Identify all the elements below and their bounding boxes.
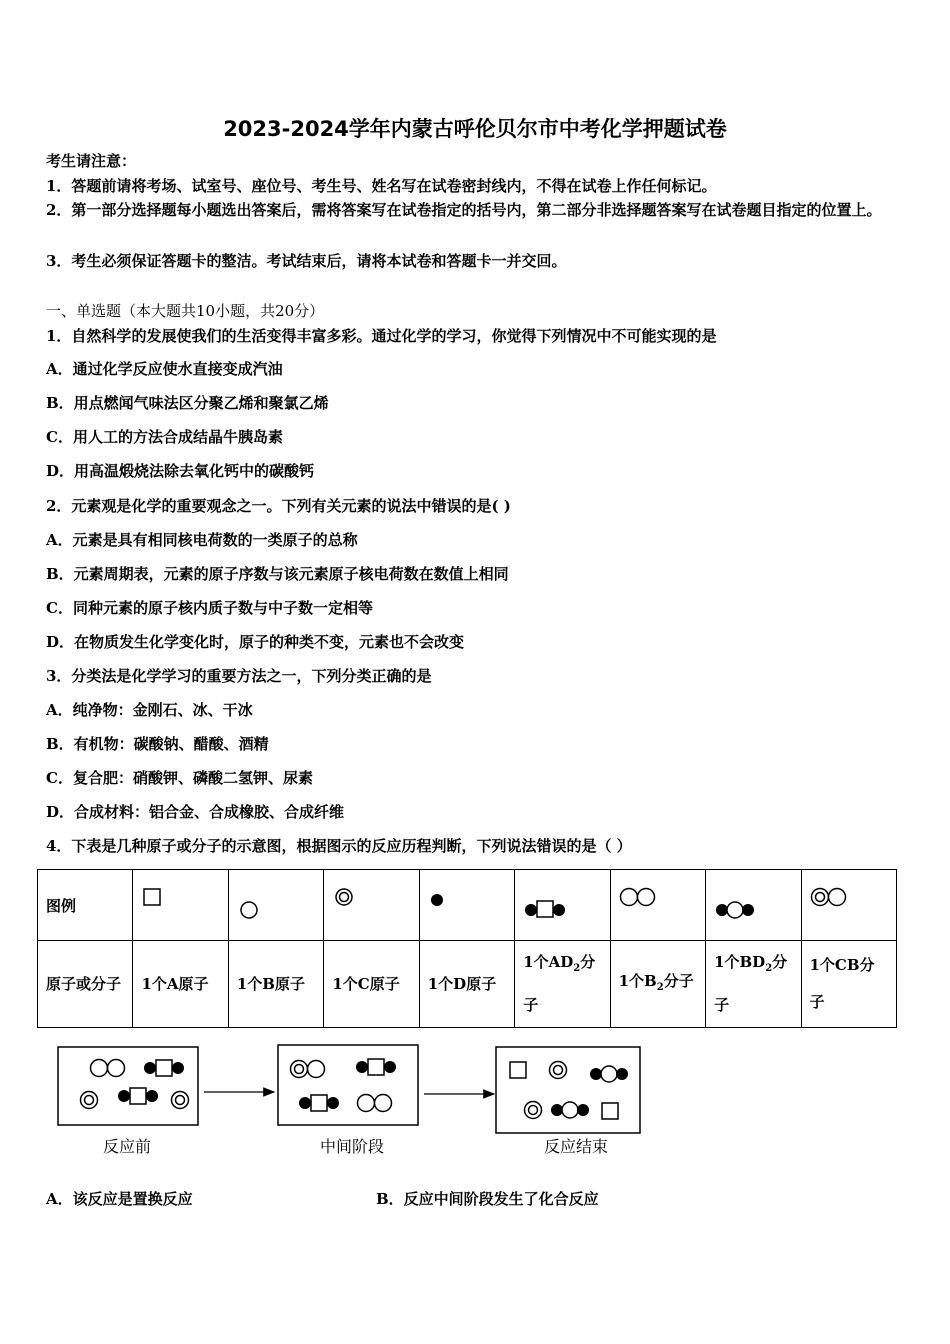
atom-d-filled-circle-icon <box>428 886 452 916</box>
legend-header-cell: 图例 <box>38 870 133 941</box>
q3-option-b: B．有机物：碳酸钠、醋酸、酒精 <box>46 735 269 753</box>
particle-legend-table <box>37 869 897 1028</box>
notice-item-2: 2．第一部分选择题每小题选出答案后，需将答案写在试卷指定的括号内，第二部分非选择题答案写在试卷题目指定的位置上。 <box>46 201 882 219</box>
legend-symbol-a <box>133 870 228 941</box>
q1-option-a: A．通过化学反应使水直接变成汽油 <box>46 360 283 378</box>
q4-stem: 4．下表是几种原子或分子的示意图，根据图示的反应历程判断，下列说法错误的是（ ） <box>46 837 632 855</box>
particle-label-b: 1个B原子 <box>228 941 323 1028</box>
legend-row-label: 原子或分子 <box>38 941 133 1028</box>
molecule-b2-icon <box>619 886 669 910</box>
q2-option-a: A．元素是具有相同核电荷数的一类原子的总称 <box>46 531 358 549</box>
q3-stem: 3．分类法是化学学习的重要方法之一，下列分类正确的是 <box>46 667 432 685</box>
legend-symbol-c <box>324 870 419 941</box>
particle-label-ad2: 1个$AD_2$分子 <box>515 941 610 1028</box>
atom-b-circle-icon <box>237 886 261 926</box>
molecule-ad2-icon <box>523 886 573 926</box>
legend-symbol-ad2 <box>515 870 610 941</box>
stage-label-middle: 中间阶段 <box>319 1137 385 1156</box>
legend-symbol-b <box>228 870 323 941</box>
legend-symbol-cb <box>801 870 897 941</box>
notice-item-1: 1．答题前请将考场、试室号、座位号、考生号、姓名写在试卷密封线内，不得在试卷上作任何标记。 <box>46 177 717 195</box>
notice-item-3: 3．考生必须保证答题卡的整洁。考试结束后，请将本试卷和答题卡一并交回。 <box>46 252 567 270</box>
q3-option-d: D．合成材料：铝合金、合成橡胶、合成纤维 <box>46 803 345 821</box>
particle-label-cb: 1个CB分子 <box>801 941 897 1028</box>
q3-option-c: C．复合肥：硝酸钾、磷酸二氢钾、尿素 <box>46 769 313 787</box>
q2-option-c: C．同种元素的原子核内质子数与中子数一定相等 <box>46 599 373 617</box>
stage-label-before: 反应前 <box>102 1137 152 1156</box>
particle-label-bd2: 1个$BD_2$分子 <box>706 941 801 1028</box>
q1-option-c: C．用人工的方法合成结晶牛胰岛素 <box>46 428 283 446</box>
page-title: 2023-2024学年内蒙古呼伦贝尔市中考化学押题试卷 <box>223 117 727 141</box>
q1-option-b: B．用点燃闻气味法区分聚乙烯和聚氯乙烯 <box>46 394 329 412</box>
q2-option-d: D．在物质发生化学变化时，原子的种类不变，元素也不会改变 <box>46 633 465 651</box>
stage-middle-box <box>278 1045 418 1125</box>
reaction-process-diagram <box>0 1040 950 1170</box>
legend-symbol-b2 <box>610 870 705 941</box>
molecule-bd2-icon <box>714 886 764 926</box>
q1-option-d: D．用高温煅烧法除去氧化钙中的碳酸钙 <box>46 462 315 480</box>
particle-label-d: 1个D原子 <box>419 941 514 1028</box>
q2-option-b: B．元素周期表，元素的原子序数与该元素原子核电荷数在数值上相同 <box>46 565 509 583</box>
q4-option-a: A．该反应是置换反应 <box>46 1190 193 1208</box>
legend-symbol-bd2 <box>706 870 801 941</box>
atom-a-square-icon <box>141 886 165 910</box>
molecule-cb-icon <box>810 886 860 910</box>
q3-option-a: A．纯净物：金刚石、冰、干冰 <box>46 701 253 719</box>
particle-label-a: 1个A原子 <box>133 941 228 1028</box>
stage-before-box <box>58 1047 198 1125</box>
stage-label-after: 反应结束 <box>543 1137 609 1156</box>
particle-label-b2: 1个$B_2$分子 <box>610 941 705 1028</box>
atom-c-double-circle-icon <box>332 886 356 910</box>
q1-stem: 1．自然科学的发展使我们的生活变得丰富多彩。通过化学的学习，你觉得下列情况中不可能实现的是 <box>46 327 717 345</box>
q4-option-b: B．反应中间阶段发生了化合反应 <box>376 1190 599 1208</box>
legend-symbol-d <box>419 870 514 941</box>
q2-stem: 2．元素观是化学的重要观念之一。下列有关元素的说法中错误的是( ) <box>46 497 511 515</box>
notice-heading: 考生请注意： <box>46 152 137 170</box>
stage-after-box <box>496 1047 640 1133</box>
particle-label-c: 1个C原子 <box>324 941 419 1028</box>
section-heading: 一、单选题（本大题共10小题，共20分） <box>46 302 325 320</box>
